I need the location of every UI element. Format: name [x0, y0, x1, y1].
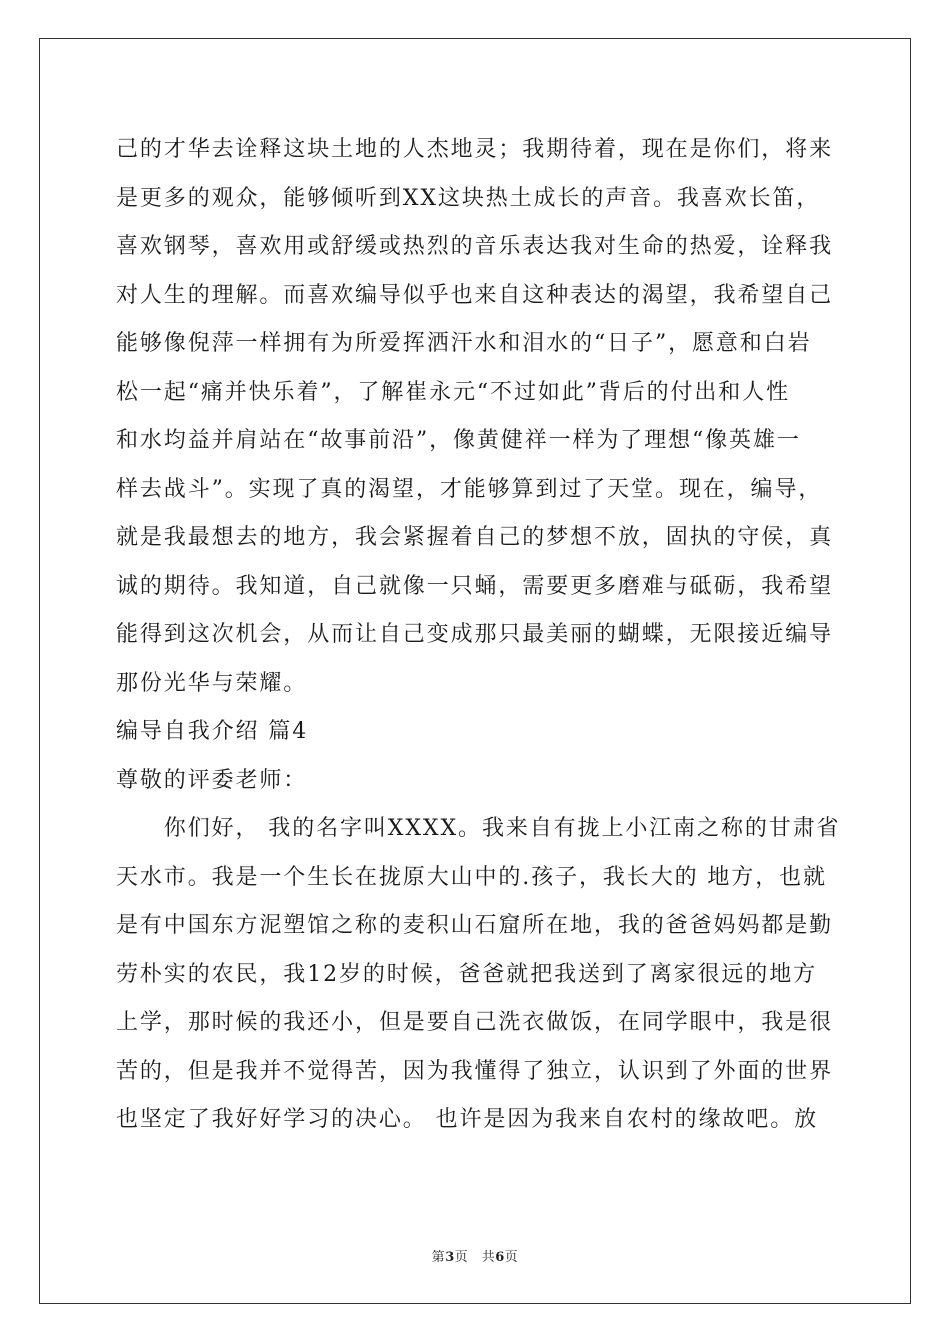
text-line: 喜欢钢琴，喜欢用或舒缓或热烈的音乐表达我对生命的热爱，诠释我	[116, 234, 834, 259]
text-line: 也坚定了我好好学习的决心。 也许是因为我来自农村的缘故吧。放	[116, 1107, 818, 1132]
text-line: 样去战斗”。实现了真的渴望，才能够算到过了天堂。现在，编导，	[116, 476, 823, 502]
text-line: 是有中国东方泥塑馆之称的麦积山石窟所在地，我的爸爸妈妈都是勤	[116, 913, 834, 938]
text-line: 上学，那时候的我还小，但是要自己洗衣做饭，在同学眼中，我是很	[116, 1010, 834, 1035]
current-page-number: 3	[445, 1250, 455, 1265]
text-line: 苦的，但是我并不觉得苦，因为我懂得了独立，认识到了外面的世界	[116, 1058, 834, 1084]
text-line: 你们好， 我的名字叫XXXX。我来自有拢上小江南之称的甘肃省	[116, 816, 841, 841]
text-line: 是更多的观众，能够倾听到XX这块热土成长的声音。我喜欢长笛，	[116, 185, 821, 211]
text-line: 松一起“痛并快乐着”，了解崔永元“不过如此”背后的付出和人性	[116, 379, 790, 405]
text-line: 那份光华与荣耀。	[116, 670, 308, 696]
text-line: 劳朴实的农民，我12岁的时候，爸爸就把我送到了离家很远的地方	[116, 961, 817, 987]
text-line: 就是我最想去的地方，我会紧握着自己的梦想不放，固执的守侯，真	[116, 525, 834, 550]
text-line: 能得到这次机会，从而让自己变成那只最美丽的蝴蝶，无限接近编导	[116, 622, 834, 647]
section-heading: 编导自我介绍 篇4	[116, 719, 309, 744]
page-suffix: 页	[504, 1250, 519, 1265]
page-prefix: 第	[431, 1250, 446, 1265]
document-body	[116, 126, 841, 1145]
salutation: 尊敬的评委老师：	[116, 767, 308, 793]
text-line: 己的才华去诠释这块土地的人杰地灵；我期待着，现在是你们，将来	[116, 137, 834, 162]
text-line: 诚的期待。我知道，自己就像一只蛹，需要更多磨难与砥砺，我希望	[116, 573, 834, 599]
text-line: 天水市。我是一个生长在拢原大山中的.孩子，我长大的 地方，也就	[116, 864, 827, 890]
total-page-number: 6	[495, 1250, 505, 1265]
page-footer	[0, 1246, 950, 1265]
text-line: 对人生的理解。而喜欢编导似乎也来自这种表达的渴望，我希望自己	[116, 282, 834, 308]
text-line: 能够像倪萍一样拥有为所爱挥洒汗水和泪水的“日子”，愿意和白岩	[116, 331, 812, 356]
page-mid: 页 共	[454, 1250, 496, 1265]
text-line: 和水均益并肩站在“故事前沿”，像黄健祥一样为了理想“像英雄一	[116, 428, 801, 453]
